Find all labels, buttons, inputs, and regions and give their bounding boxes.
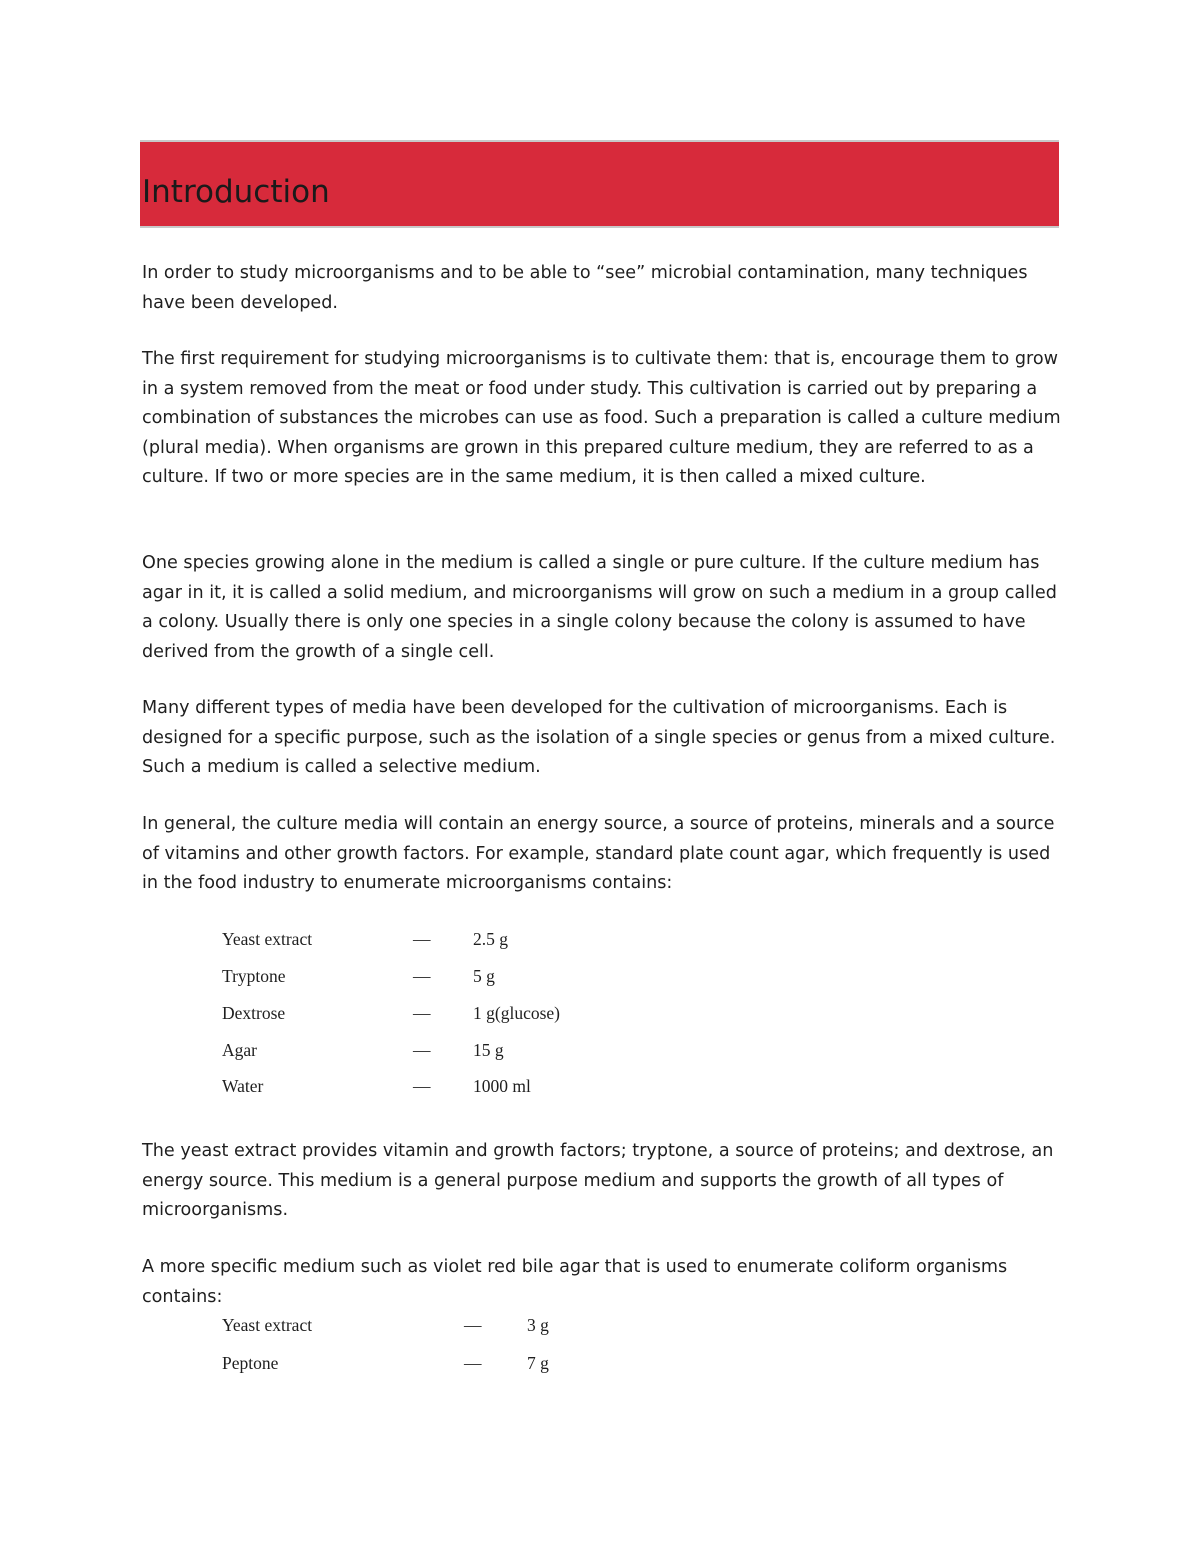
ingredient-dash: —: [413, 929, 431, 949]
section-heading-band: [140, 140, 1059, 228]
ingredient-dash: —: [413, 1076, 431, 1096]
ingredient-amount: 15 g: [473, 1040, 504, 1060]
ingredient-name: Dextrose: [222, 1003, 286, 1023]
ingredient-name: Yeast extract: [222, 1315, 313, 1335]
ingredient-name: Tryptone: [222, 966, 286, 986]
paragraph-5: In general, the culture media will contain an energy source, a source of proteins, minerals and a source of vitamins and other growth factors. For example, standard plate count agar, which frequently is used in the food industry to enumerate microorganisms contains:: [142, 814, 1055, 893]
paragraph-1: In order to study microorganisms and to be able to “see” microbial contamination, many techniques have been developed.: [142, 263, 1028, 313]
ingredient-dash: —: [464, 1315, 482, 1335]
ingredient-name: Water: [222, 1076, 264, 1096]
ingredient-dash: —: [413, 1003, 431, 1023]
ingredient-name: Yeast extract: [222, 929, 313, 949]
ingredient-dash: —: [413, 966, 431, 986]
paragraph-2: The first requirement for studying microorganisms is to cultivate them: that is, encourage them to grow in a system removed from the meat or food under study. This cultivation is carried out by preparing a combination of substances the microbes can use as food. Such a preparation is called a culture medium (plural media). When organisms are grown in this prepared culture medium, they are referred to as a culture. If two or more species are in the same medium, it is then called a mixed culture.: [142, 349, 1061, 487]
ingredient-amount: 7 g: [527, 1353, 549, 1373]
ingredient-amount: 2.5 g: [473, 929, 508, 949]
ingredient-amount: 1000 ml: [473, 1076, 531, 1096]
ingredient-amount: 3 g: [527, 1315, 549, 1335]
ingredient-dash: —: [464, 1353, 482, 1373]
ingredient-dash: —: [413, 1040, 431, 1060]
ingredient-amount: 1 g(glucose): [473, 1003, 560, 1023]
paragraph-4: Many different types of media have been developed for the cultivation of microorganisms. Each is designed for a specific purpose, such as the isolation of a single species or genus from a mixed culture. Such a medium is called a selective medium.: [142, 698, 1056, 777]
ingredient-amount: 5 g: [473, 966, 495, 986]
ingredient-name: Peptone: [222, 1353, 279, 1373]
section-title: Introduction: [142, 174, 330, 210]
paragraph-3: One species growing alone in the medium is called a single or pure culture. If the culture medium has agar in it, it is called a solid medium, and microorganisms will grow on such a medium in a group called a colony. Usually there is only one species in a single colony because the colony is assumed to have derived from the growth of a single cell.: [142, 553, 1057, 662]
ingredient-name: Agar: [222, 1040, 257, 1060]
paragraph-7: A more specific medium such as violet red bile agar that is used to enumerate coliform organisms contains:: [142, 1257, 1008, 1307]
paragraph-6: The yeast extract provides vitamin and growth factors; tryptone, a source of proteins; and dextrose, an energy source. This medium is a general purpose medium and supports the growth of all types of microorganisms.: [142, 1141, 1054, 1220]
